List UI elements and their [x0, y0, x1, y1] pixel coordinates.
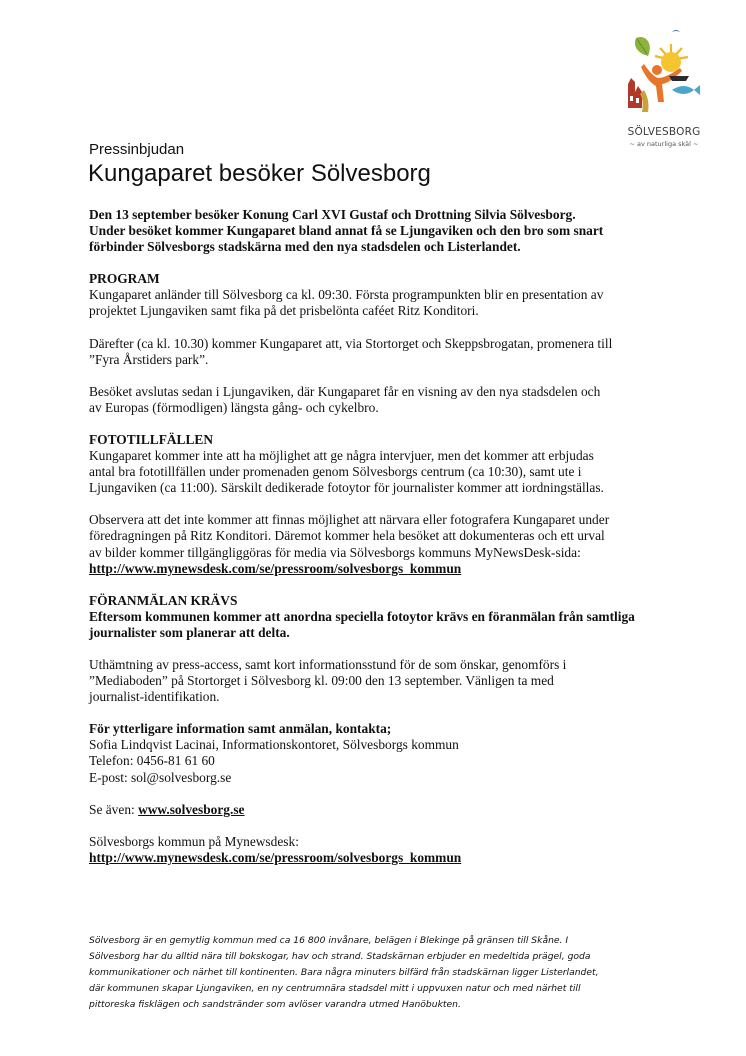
contact-heading: För ytterligare information samt anmälan, kontakta;: [89, 721, 392, 737]
footer-line: Sölvesborg har du alltid nära till bokskogar, hav och strand. Stadskärnan erbjuder en medeltida prägel, goda: [89, 951, 591, 963]
lead-line: Under besöket kommer Kungaparet bland annat få se Ljungaviken och den bro som snart: [89, 223, 604, 239]
photo-line: Observera att det inte kommer att finnas möjlighet att närvara eller fotografera Kungaparet under: [89, 512, 610, 528]
photo-heading: FOTOTILLFÄLLEN: [89, 431, 214, 447]
program-heading: PROGRAM: [89, 271, 160, 287]
photo-line: föredragningen på Ritz Konditori. Däremot kommer hela besöket att dokumenteras och ett urval: [89, 528, 605, 544]
footer-line: Sölvesborg är en gemytlig kommun med ca 16 800 invånare, belägen i Blekinge på gränsen till Skåne. I: [89, 935, 569, 946]
program-line: av Europas (förmodligen) längsta gång- och cykelbro.: [89, 399, 379, 415]
program-line: ”Fyra Årstiders park”.: [89, 351, 209, 367]
registration-line: ”Mediaboden” på Stortorget i Sölvesborg kl. 09:00 den 13 september. Vänligen ta med: [89, 673, 554, 689]
program-line: projektet Ljungaviken samt fika på det prisbelönta caféet Ritz Konditori.: [89, 303, 479, 319]
contact-email: E-post: sol@solvesborg.se: [89, 769, 232, 785]
mynewsdesk-pressroom-link[interactable]: http://www.mynewsdesk.com/se/pressroom/solvesborgs_kommun: [89, 849, 462, 865]
lead-line: förbinder Sölvesborgs stadskärna med den nya stadsdelen och Listerlandet.: [89, 239, 521, 255]
document-kicker: Pressinbjudan: [89, 141, 185, 158]
document-body: [89, 207, 669, 866]
footer-line: där kommunen skapar Ljungaviken, en ny centrumnära stadsdel mitt i uppvuxen natur och med närhet till: [89, 983, 581, 995]
logo-emblem-icon: [614, 24, 714, 126]
contact-name: Sofia Lindqvist Lacinai, Informationskontoret, Sölvesborgs kommun: [89, 737, 459, 753]
registration-line: journalist-identifikation.: [89, 689, 220, 705]
registration-notice: Eftersom kommunen kommer att anordna speciella fotoytor krävs en föranmälan från samtliga: [89, 608, 635, 624]
program-line: Kungaparet anländer till Sölvesborg ca kl. 09:30. Första programpunkten blir en presentation av: [89, 287, 604, 303]
mynewsdesk-label: Sölvesborgs kommun på Mynewsdesk:: [89, 833, 299, 849]
lead-line: Den 13 september besöker Konung Carl XVI Gustaf och Drottning Silvia Sölvesborg.: [89, 207, 576, 222]
footer-boilerplate: [89, 933, 659, 1013]
program-line: Besöket avslutas sedan i Ljungaviken, där Kungaparet får en visning av den nya stadsdelen och: [89, 383, 601, 399]
footer-line: kommunikationer och närhet till kontinenten. Bara några minuters bilfärd från stadskärnan ligger Listerlandet,: [89, 967, 599, 979]
logo-wordmark: SÖLVESBORG: [627, 126, 701, 138]
see-also-line: [89, 802, 669, 818]
contact-phone: Telefon: 0456-81 61 60: [89, 753, 215, 769]
photo-line: Kungaparet kommer inte att ha möjlighet att ge några intervjuer, men det kommer att erbjudas: [89, 448, 594, 464]
photo-line: av bilder kommer tillgängliggöras för media via Sölvesborgs kommuns MyNewsDesk-sida:: [89, 544, 581, 560]
page-title: Kungaparet besöker Sölvesborg: [88, 160, 431, 187]
see-also-label: Se även:: [89, 801, 139, 817]
photo-line: antal bra fototillfällen under promenaden genom Sölvesborgs centrum (ca 10:30), samt ute i: [89, 464, 582, 480]
registration-line: Uthämtning av press-access, samt kort informationsstund för de som önskar, genomförs i: [89, 656, 567, 672]
mynewsdesk-link[interactable]: http://www.mynewsdesk.com/se/pressroom/solvesborgs_kommun: [89, 560, 462, 576]
registration-notice: journalister som planerar att delta.: [89, 624, 290, 640]
footer-line: pittoreska fisklägen och sandstränder som avlöser varandra utmed Hanöbukten.: [89, 999, 461, 1011]
website-link[interactable]: www.solvesborg.se: [138, 801, 245, 817]
program-line: Därefter (ca kl. 10.30) kommer Kungaparet att, via Stortorget och Skeppsbrogatan, promenera till: [89, 335, 613, 351]
registration-heading: FÖRANMÄLAN KRÄVS: [89, 592, 238, 608]
solvesborg-logo: [614, 24, 714, 152]
photo-line: Ljungaviken (ca 11:00). Särskilt dedikerade fotoytor för journalister kommer att iordningställas.: [89, 480, 604, 496]
logo-tagline: ~ av naturliga skäl ~: [629, 140, 699, 148]
